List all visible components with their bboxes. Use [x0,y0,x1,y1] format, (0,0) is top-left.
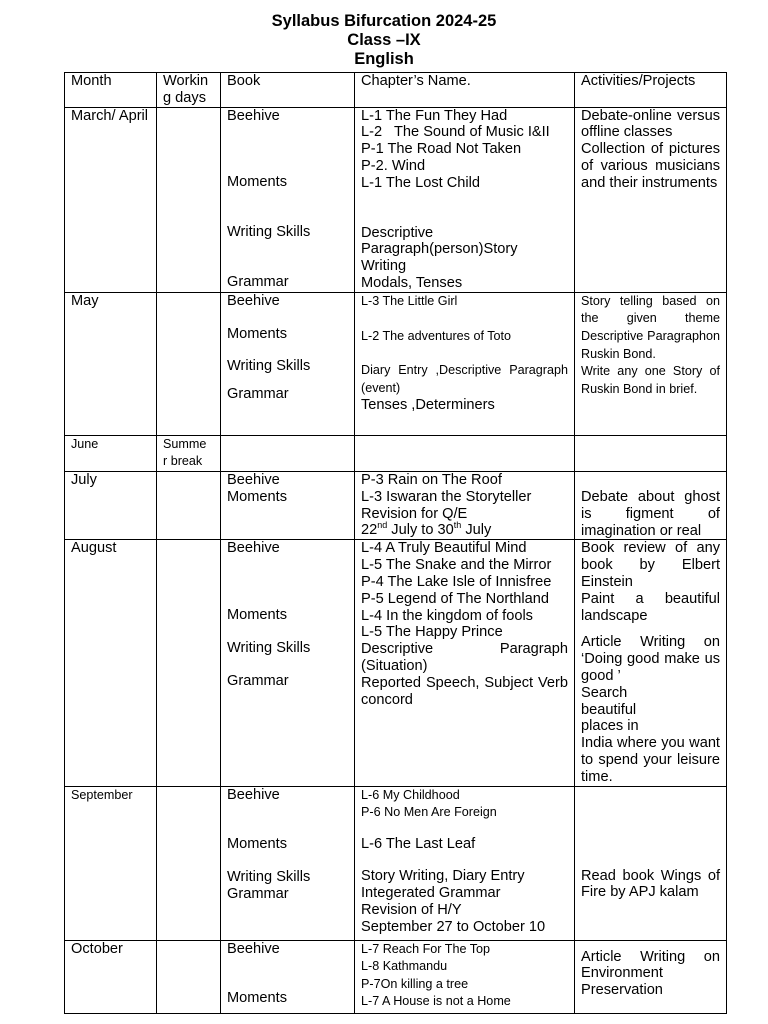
book-name: Beehive [227,107,280,124]
activity-text: Debate-online versus offline classes [581,107,720,141]
book-name: Moments [227,836,288,853]
activity-cell [575,540,727,786]
book-name: Grammar [227,386,289,403]
book-name: Beehive [227,540,280,557]
working-days-cell [157,107,221,292]
activity-text: Story telling based on the given theme Descriptive Paragraphon Ruskin Bond. [581,293,720,361]
activity-cell [575,292,727,435]
book-cell [221,292,355,435]
month-cell: May [65,292,157,435]
column-header-chapters: Chapter’s Name. [355,73,575,108]
chapter-name: P-7On killing a tree [361,976,469,991]
chapter-name: L-1 The Lost Child [361,174,480,191]
table-row [65,292,727,435]
chapter-cell [355,107,575,292]
chapter-name: P-1 The Road Not Taken [361,141,522,158]
book-name: Writing Skills [227,358,311,375]
book-name: Moments [227,990,288,1007]
chapter-name: Descriptive Paragraph(person)Story Writing [361,224,518,275]
month-cell: August [65,540,157,786]
chapter-cell [355,540,575,786]
chapter-name: L-2 The Sound of Music I&II [361,124,550,141]
activity-text: India where you want to spend your leisure time. [581,735,720,785]
chapter-name: L-6 The Last Leaf [361,835,476,852]
chapter-cell [355,940,575,1013]
book-name: Writing Skills [227,224,311,241]
column-header-activities: Activities/Projects [575,73,727,108]
chapter-name: P-6 No Men Are Foreign [361,805,497,820]
activity-text: Write any one Story of Ruskin Bond in brief. [581,364,720,396]
chapter-name: L-8 Kathmandu [361,959,448,974]
working-days-cell [157,292,221,435]
activity-text: Paint a beautiful landscape [581,590,720,624]
chapter-name: L-3 The Little Girl [361,293,458,308]
book-name: Beehive [227,292,280,309]
activity-text: Article Writing on ‘Doing good make us good ’ [581,634,720,684]
subject-heading: English [354,50,414,68]
chapter-name: L-4 A Truly Beautiful Mind [361,540,527,557]
document-header [0,12,768,69]
chapter-name: Story Writing, Diary Entry [361,868,525,885]
table-row [65,435,727,471]
working-days-cell [157,435,221,471]
book-name: Moments [227,325,288,342]
month-cell: July [65,471,157,539]
activity-text: Debate about ghost is figment of imagination or real [581,488,720,539]
book-name: Beehive [227,940,280,957]
chapter-name: Integerated Grammar [361,885,501,902]
chapter-name: Revision of H/Y [361,902,462,919]
chapter-name: L-2 The adventures of Toto [361,329,512,344]
syllabus-table [64,72,727,1014]
working-days-cell [157,786,221,940]
activity-cell [575,435,727,471]
activity-cell [575,940,727,1013]
book-name: Moments [227,174,288,191]
activity-cell [575,786,727,940]
book-name: Grammar [227,885,289,902]
chapter-name: P-5 Legend of The Northland [361,590,549,607]
book-name: Moments [227,607,288,624]
working-days-cell [157,940,221,1013]
column-header-book: Book [221,73,355,108]
chapter-cell [355,786,575,940]
activity-text: Search beautiful places in [581,684,639,735]
chapter-cell [355,471,575,539]
activity-cell [575,107,727,292]
table-row [65,107,727,292]
revision-dates: 22nd July to 30th July [361,520,492,539]
month-cell: October [65,940,157,1013]
book-name: Writing Skills [227,639,311,656]
chapter-name: Modals, Tenses [361,274,463,291]
month-cell: March/ April [65,107,157,292]
book-cell [221,107,355,292]
table-row [65,940,727,1013]
chapter-cell [355,292,575,435]
working-days-text: Summe r break [163,436,207,469]
chapter-name: L-5 The Snake and the Mirror [361,557,552,574]
chapter-name: Descriptive Paragraph (Situation) [361,641,568,674]
month-cell [65,786,157,940]
book-name: Beehive [227,471,280,488]
table-header-row [65,73,727,108]
chapter-name: L-6 My Childhood [361,787,460,802]
activity-text: Book review of any book by Elbert Einstein [581,540,720,590]
chapter-name: Reported Speech, Subject Verb concord [361,674,577,708]
month-name: September [71,787,133,802]
month-name: June [71,436,99,451]
book-cell [221,435,355,471]
column-header-month: Month [65,73,157,108]
book-name: Grammar [227,273,289,290]
chapter-name: Revision for Q/E [361,505,468,522]
chapter-name: L-3 Iswaran the Storyteller [361,488,532,505]
book-name: Beehive [227,786,280,803]
chapter-name: L-7 Reach For The Top [361,941,491,956]
chapter-name: L-4 In the kingdom of fools [361,607,533,624]
book-cell [221,940,355,1013]
activity-text: Collection of pictures of various musicians and their instruments [581,141,720,191]
class-heading: Class –IX [347,31,421,49]
activity-text: Article Writing on Environment Preservation [581,948,720,999]
book-name: Moments [227,488,288,505]
chapter-name: P-3 Rain on The Roof [361,471,502,488]
activity-cell [575,471,727,539]
activity-text: Read book Wings of Fire by APJ kalam [581,867,720,901]
table-row [65,471,727,539]
month-cell [65,435,157,471]
book-cell [221,786,355,940]
chapter-name: Diary Entry ,Descriptive Paragraph (event) [361,362,568,395]
chapter-name: L-1 The Fun They Had [361,107,508,124]
book-name: Grammar [227,672,289,689]
document-title: Syllabus Bifurcation 2024-25 [271,12,497,30]
chapter-name: P-4 The Lake Isle of Innisfree [361,573,552,590]
chapter-cell [355,435,575,471]
chapter-name: Tenses ,Determiners [361,397,495,414]
table-row [65,786,727,940]
book-name: Writing Skills [227,869,311,886]
chapter-name: L-7 A House is not a Home [361,994,511,1009]
chapter-name: P-2. Wind [361,157,426,174]
chapter-name: L-5 The Happy Prince [361,624,503,641]
column-header-working-days: Workin g days [157,73,221,108]
book-cell [221,471,355,539]
table-row [65,540,727,786]
working-days-cell [157,471,221,539]
working-days-cell [157,540,221,786]
chapter-name: September 27 to October 10 [361,918,546,935]
book-cell [221,540,355,786]
